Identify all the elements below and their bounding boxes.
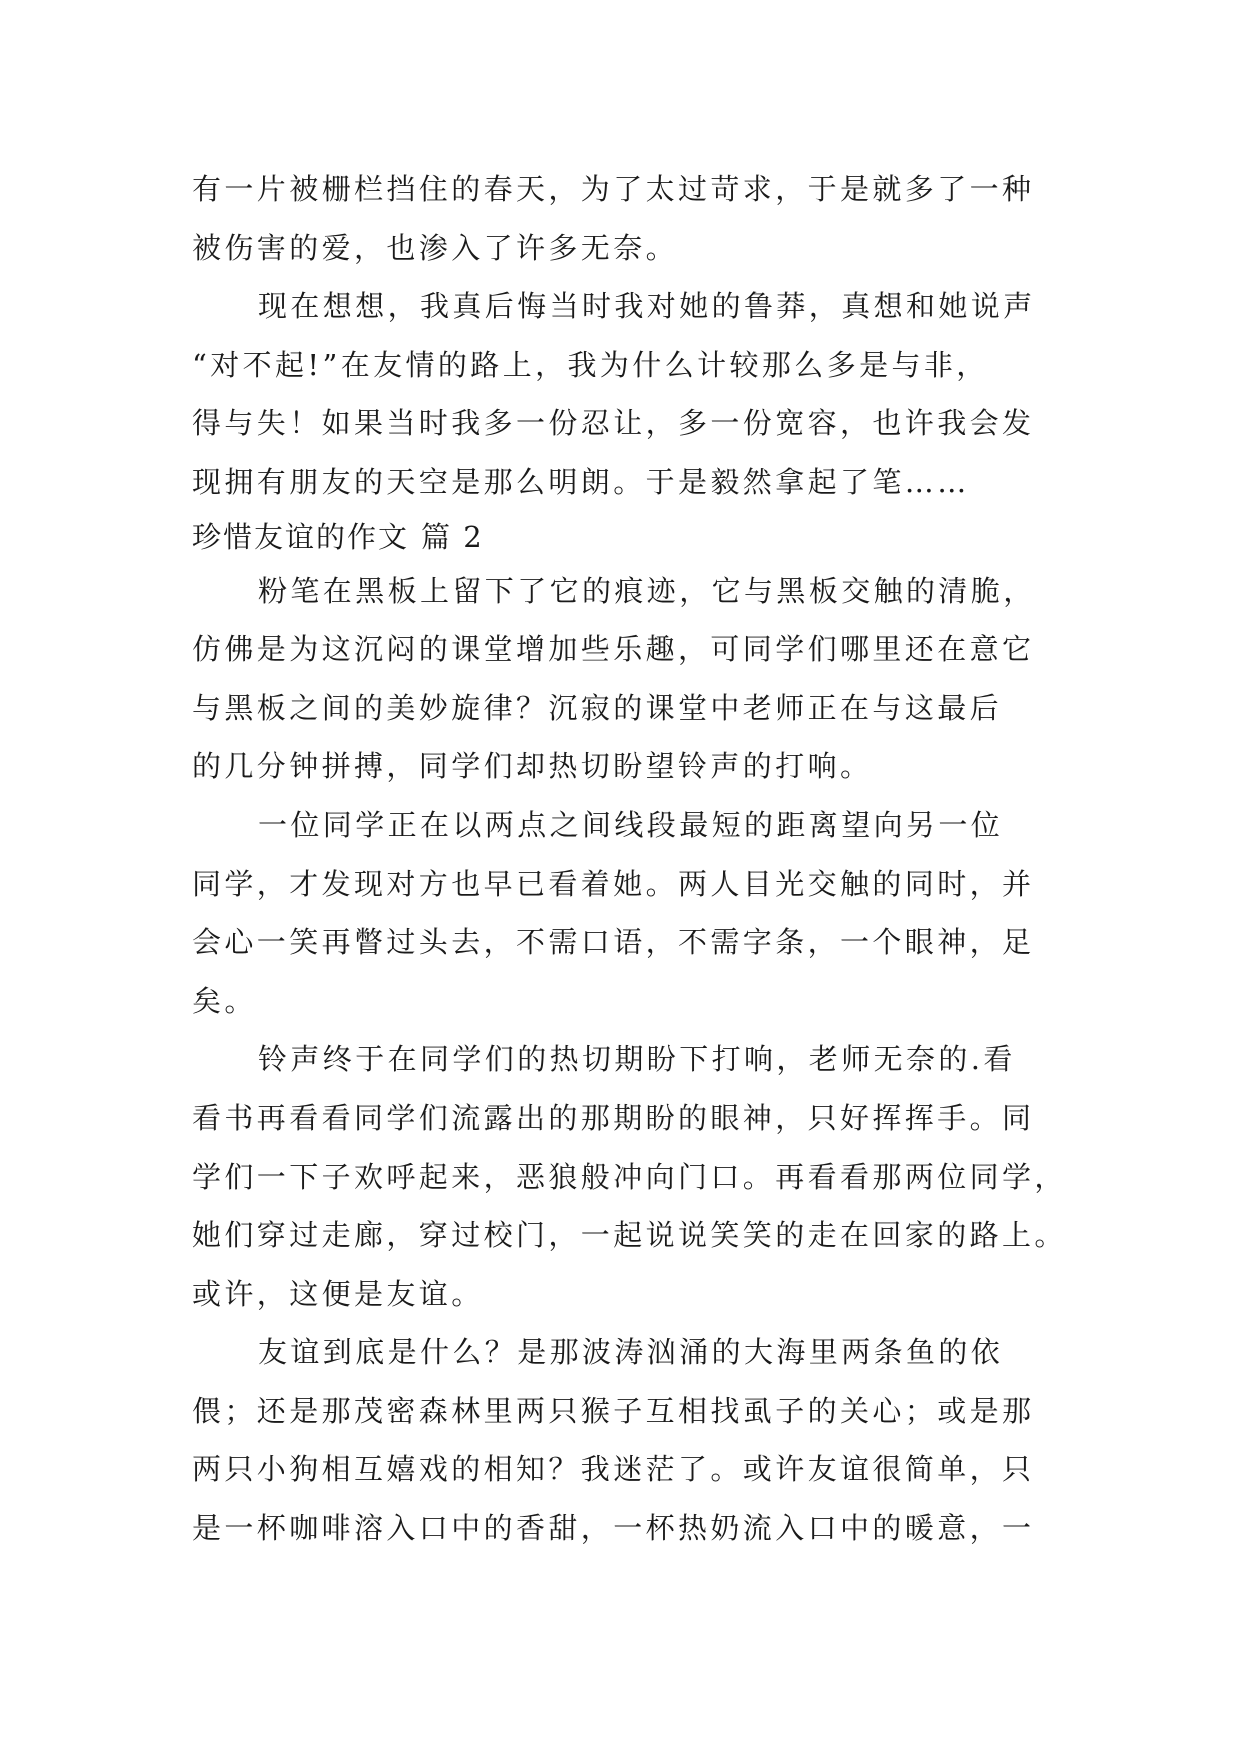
section-part: 篇 2 (421, 519, 484, 554)
paragraph-line: 会心一笑再瞥过头去，不需口语，不需字条，一个眼神，足 (192, 925, 1035, 960)
paragraph-1 (192, 160, 1060, 277)
paragraph-line: 有一片被栅栏挡住的春天，为了太过苛求，于是就多了一种 (192, 172, 1035, 206)
paragraph-line: 得与失！如果当时我多一份忍让，多一份宽容，也许我会发 (192, 406, 1035, 441)
paragraph-line: 友谊到底是什么？是那波涛汹涌的大海里两条鱼的依 (258, 1335, 1004, 1370)
paragraph-5 (192, 1030, 1067, 1323)
paragraph-line: 一位同学正在以两点之间线段最短的距离望向另一位 (258, 807, 1004, 842)
paragraph-line: 被伤害的爱，也渗入了许多无奈。 (192, 230, 679, 265)
paragraph-line: 偎；还是那茂密森林里两只猴子互相找虱子的关心；或是那 (192, 1393, 1035, 1428)
paragraph-line: 仿佛是为这沉闷的课堂增加些乐趣，可同学们哪里还在意它 (192, 632, 1035, 667)
paragraph-line: 看书再看看同学们流露出的那期盼的眼神，只好挥挥手。同 (192, 1100, 1035, 1135)
paragraph-line: 同学，才发现对方也早已看着她。两人目光交触的同时，并 (192, 866, 1035, 901)
paragraph-line: 铃声终于在同学们的热切期盼下打响，老师无奈的.看 (258, 1042, 1016, 1077)
paragraph-line: 她们穿过走廊，穿过校门，一起说说笑笑的走在回家的路上。 (192, 1218, 1067, 1253)
paragraph-line: 现拥有朋友的天空是那么明朗。于是毅然拿起了笔…… (192, 464, 970, 499)
paragraph-line: 现在想想，我真后悔当时我对她的鲁莽，真想和她说声 (258, 289, 1036, 324)
paragraph-2 (192, 277, 1060, 511)
paragraph-line: “对不起!”在友情的路上，我为什么计较那么多是与非， (192, 347, 989, 382)
paragraph-line: 或许，这便是友谊。 (192, 1276, 484, 1311)
paragraph-line: 粉笔在黑板上留下了它的痕迹，它与黑板交触的清脆， (258, 573, 1036, 608)
section-heading (192, 512, 1060, 562)
section-title: 珍惜友谊的作文 (192, 519, 410, 554)
paragraph-line: 学们一下子欢呼起来，恶狼般冲向门口。再看看那两位同学， (192, 1159, 1067, 1194)
paragraph-3 (192, 562, 1060, 796)
paragraph-line: 与黑板之间的美妙旋律？沉寂的课堂中老师正在与这最后 (192, 690, 1003, 725)
document-page (192, 160, 1067, 1558)
paragraph-6 (192, 1323, 1060, 1557)
paragraph-line: 两只小狗相互嬉戏的相知？我迷茫了。或许友谊很简单，只 (192, 1452, 1035, 1487)
paragraph-line: 的几分钟拼搏，同学们却热切盼望铃声的打响。 (192, 749, 873, 784)
paragraph-line: 矣。 (192, 983, 257, 1018)
paragraph-4 (192, 796, 1060, 1030)
paragraph-line: 是一杯咖啡溶入口中的香甜，一杯热奶流入口中的暖意，一 (192, 1511, 1035, 1546)
